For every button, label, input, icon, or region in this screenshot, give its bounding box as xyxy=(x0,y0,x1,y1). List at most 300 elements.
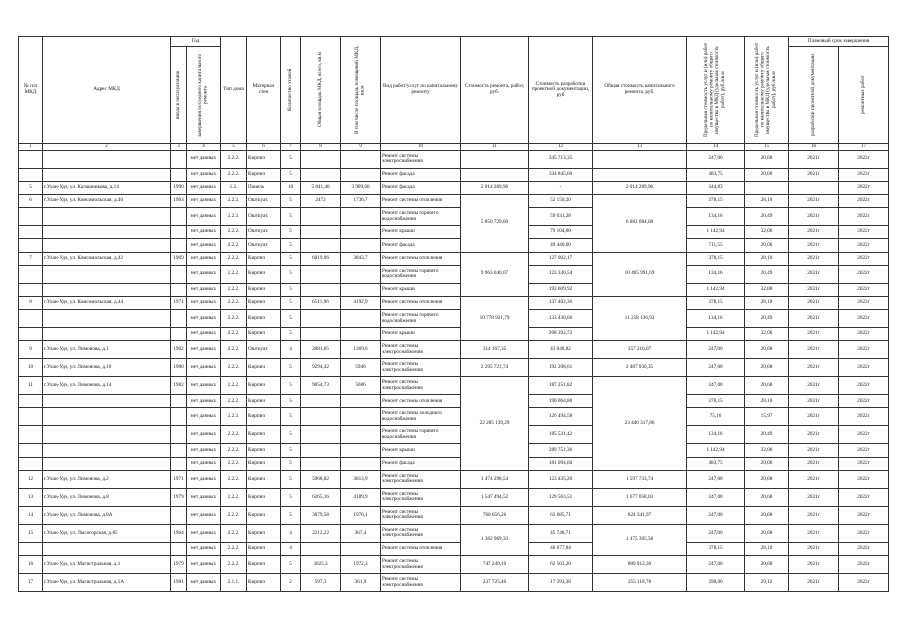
cell-w: 2022г xyxy=(839,444,889,457)
cell-y1: 1979 xyxy=(171,488,187,506)
table-row xyxy=(19,524,889,542)
cell-d: 2021г xyxy=(789,239,839,252)
cell-tc: 809 812,30 xyxy=(593,556,687,574)
cell-y2: нет данных xyxy=(187,408,221,426)
cell-w: 2022г xyxy=(839,252,889,265)
cell-work: Ремонт крыши xyxy=(381,444,461,457)
cell-type: 2.2.2. xyxy=(221,524,247,542)
cell-p2: 29,12 xyxy=(745,574,789,592)
cell-p2: 20,68 xyxy=(745,341,789,359)
column-number-cell: 17 xyxy=(839,144,889,151)
cell-work: Ремонт системы электроснабжения xyxy=(381,377,461,395)
cell-dc: 127 002,17 xyxy=(529,252,593,265)
column-number-cell: 5 xyxy=(221,144,247,151)
cell-y2: нет данных xyxy=(187,239,221,252)
cell-work: Ремонт системы электроснабжения xyxy=(381,150,461,168)
cell-p2: 32,00 xyxy=(745,283,789,296)
cell-no: 7 xyxy=(19,252,43,265)
table-row xyxy=(19,226,889,239)
cell-addr: г.Улан-Удэ, ул. Магистральная, д.1 xyxy=(43,556,171,574)
cell-addr xyxy=(43,168,171,181)
cell-area xyxy=(301,168,341,181)
cell-p2: 20,49 xyxy=(745,310,789,328)
cell-y2: нет данных xyxy=(187,395,221,408)
cell-no: 17 xyxy=(19,574,43,592)
cell-area2 xyxy=(341,168,381,181)
cell-type: 2.2.2. xyxy=(221,444,247,457)
cell-type: 2.2.2. xyxy=(221,470,247,488)
table-row xyxy=(19,265,889,283)
col-header-total-area: Общая площадь МКД, всего, кв.м xyxy=(301,37,341,144)
cell-p2: 28,10 xyxy=(745,296,789,309)
cell-no: 9 xyxy=(19,341,43,359)
cell-p2: 20,00 xyxy=(745,168,789,181)
cell-area2: 361,9 xyxy=(341,574,381,592)
cell-p1: 398,00 xyxy=(687,574,745,592)
cell-fl: 5 xyxy=(281,470,301,488)
cell-d: 2021г xyxy=(789,506,839,524)
cell-fl: 5 xyxy=(281,265,301,283)
cell-p1: 247,00 xyxy=(687,506,745,524)
cell-addr xyxy=(43,408,171,426)
col-header-plan-group: Плановый срок завершения xyxy=(789,37,889,47)
cell-type: 2.2.2. xyxy=(221,488,247,506)
cell-area2: 1369,6 xyxy=(341,341,381,359)
cell-dc: 63 685,71 xyxy=(529,506,593,524)
cell-area xyxy=(301,457,341,470)
cell-w: 2022г xyxy=(839,283,889,296)
cell-area2: 5946 xyxy=(341,359,381,377)
cell-area xyxy=(301,444,341,457)
cell-type: 2.2.2. xyxy=(221,283,247,296)
cell-dc: 62 563,20 xyxy=(529,556,593,574)
cell-rc: 314 167,35 xyxy=(461,341,529,359)
table-row xyxy=(19,395,889,408)
cell-fl: 5 xyxy=(281,408,301,426)
cell-type: 2.2.2. xyxy=(221,341,247,359)
cell-work: Ремонт фасада xyxy=(381,181,461,194)
column-number-cell: 6 xyxy=(247,144,281,151)
table-row xyxy=(19,310,889,328)
table-row xyxy=(19,252,889,265)
cell-addr xyxy=(43,444,171,457)
cell-p1: 134,16 xyxy=(687,265,745,283)
column-number-cell: 14 xyxy=(687,144,745,151)
cell-area2 xyxy=(341,208,381,226)
cell-rc: 1 474 298,54 xyxy=(461,470,529,488)
cell-mat: Кирпич xyxy=(247,328,281,341)
cell-area: 6265,16 xyxy=(301,488,341,506)
cell-type: 2.2.2. xyxy=(221,328,247,341)
cell-dc: 123 330,54 xyxy=(529,265,593,283)
cell-area: 3079,58 xyxy=(301,506,341,524)
cell-y1 xyxy=(171,208,187,226)
cell-y2: нет данных xyxy=(187,265,221,283)
table-row xyxy=(19,426,889,444)
table-row xyxy=(19,181,889,194)
column-number-cell: 2 xyxy=(43,144,171,151)
cell-work: Ремонт системы электроснабжения xyxy=(381,556,461,574)
table-row xyxy=(19,150,889,168)
cell-mat: Кирпич xyxy=(247,252,281,265)
cell-addr xyxy=(43,395,171,408)
cell-dc: 185 531,42 xyxy=(529,426,593,444)
cell-y1 xyxy=(171,395,187,408)
cell-p1: 75,16 xyxy=(687,408,745,426)
cell-addr: г.Улан-Удэ, ул. Комсомольская, д.42 xyxy=(43,252,171,265)
cell-area xyxy=(301,283,341,296)
cell-tc: 255 118,78 xyxy=(593,574,687,592)
cell-mat: Кирпич xyxy=(247,556,281,574)
cell-fl: 5 xyxy=(281,377,301,395)
cell-y1: 1964 xyxy=(171,524,187,542)
cell-d: 2021г xyxy=(789,265,839,283)
cell-dc: 49 440,00 xyxy=(529,239,593,252)
cell-tc xyxy=(593,168,687,181)
cell-addr: г.Улан-Удэ, ул. Комсомольская, д.44 xyxy=(43,296,171,309)
table-row xyxy=(19,408,889,426)
cell-p2: 32,00 xyxy=(745,444,789,457)
cell-d: 2021г xyxy=(789,168,839,181)
cell-work: Ремонт фасада xyxy=(381,457,461,470)
cell-p2: 28,10 xyxy=(745,252,789,265)
cell-area2 xyxy=(341,408,381,426)
cell-mat: Кирпич xyxy=(247,265,281,283)
cell-no: 16 xyxy=(19,556,43,574)
cell-p1: 378,15 xyxy=(687,542,745,555)
cell-d: 2021г xyxy=(789,426,839,444)
cell-d: 2021г xyxy=(789,226,839,239)
cell-no xyxy=(19,395,43,408)
cell-area xyxy=(301,239,341,252)
cell-y1: 1979 xyxy=(171,556,187,574)
cell-p1: 378,15 xyxy=(687,252,745,265)
cell-work: Ремонт системы электроснабжения xyxy=(381,359,461,377)
cell-rc: 760 656,26 xyxy=(461,506,529,524)
table-row xyxy=(19,556,889,574)
cell-mat: Ошткуат. xyxy=(247,239,281,252)
cell-area xyxy=(301,328,341,341)
cell-y1 xyxy=(171,426,187,444)
cell-area2 xyxy=(341,444,381,457)
cell-mat: Кирпич xyxy=(247,168,281,181)
table-row xyxy=(19,208,889,226)
table-row xyxy=(19,470,889,488)
table-row xyxy=(19,444,889,457)
cell-p2: 15,97 xyxy=(745,408,789,426)
cell-addr: г.Улан-Удэ, ул. Калашникова, д.14 xyxy=(43,181,171,194)
column-number-cell: 15 xyxy=(745,144,789,151)
cell-area2 xyxy=(341,542,381,555)
cell-fl: 5 xyxy=(281,556,301,574)
cell-p1: 378,15 xyxy=(687,296,745,309)
cell-type: 2.2.2. xyxy=(221,395,247,408)
cell-y2: нет данных xyxy=(187,296,221,309)
table-row xyxy=(19,239,889,252)
cell-area: 2081,65 xyxy=(301,341,341,359)
cell-no xyxy=(19,310,43,328)
cell-mat: Панель xyxy=(247,181,281,194)
cell-fl: 5 xyxy=(281,310,301,328)
repair-program-table xyxy=(18,36,889,592)
cell-w: 2022г xyxy=(839,226,889,239)
cell-p2: 20,68 xyxy=(745,488,789,506)
cell-no: 10 xyxy=(19,359,43,377)
table-row xyxy=(19,377,889,395)
cell-w: 2022г xyxy=(839,457,889,470)
document-page xyxy=(18,36,888,592)
cell-p1: 247,00 xyxy=(687,470,745,488)
cell-type: 2.2.2. xyxy=(221,408,247,426)
table-row xyxy=(19,341,889,359)
col-header-address: Адрес МКД xyxy=(43,37,171,144)
cell-area xyxy=(301,426,341,444)
cell-d: 2021г xyxy=(789,574,839,592)
cell-type: 2.2.2. xyxy=(221,310,247,328)
cell-dc: 192 609,92 xyxy=(529,283,593,296)
cell-no xyxy=(19,542,43,555)
cell-d: 2021г xyxy=(789,252,839,265)
cell-area2 xyxy=(341,426,381,444)
cell-p1: 344,83 xyxy=(687,181,745,194)
cell-tc: 1 597 733,74 xyxy=(593,470,687,488)
cell-d: 2021г xyxy=(789,328,839,341)
cell-mat: Кирпич xyxy=(247,150,281,168)
cell-dc: 133 430,66 xyxy=(529,310,593,328)
cell-work: Ремонт системы отопления xyxy=(381,542,461,555)
cell-rc: 10 778 921,79 xyxy=(461,296,529,340)
cell-w: 2022г xyxy=(839,168,889,181)
cell-area2 xyxy=(341,310,381,328)
cell-no: 8 xyxy=(19,296,43,309)
cell-tc: 824 341,97 xyxy=(593,506,687,524)
cell-p1: 134,16 xyxy=(687,426,745,444)
cell-tc: 11 258 136,93 xyxy=(593,296,687,340)
cell-addr xyxy=(43,150,171,168)
cell-tc: 10 405 991,69 xyxy=(593,252,687,296)
cell-no: 13 xyxy=(19,488,43,506)
cell-area xyxy=(301,542,341,555)
cell-work: Ремонт системы отопления xyxy=(381,252,461,265)
cell-rc xyxy=(461,150,529,168)
cell-mat: Кирпич xyxy=(247,408,281,426)
cell-no xyxy=(19,208,43,226)
cell-area2: 1972,3 xyxy=(341,556,381,574)
cell-tc: 6 082 084,08 xyxy=(593,194,687,252)
cell-area2 xyxy=(341,283,381,296)
cell-w: 2022г xyxy=(839,395,889,408)
cell-d: 2021г xyxy=(789,408,839,426)
cell-y2: нет данных xyxy=(187,426,221,444)
cell-area xyxy=(301,310,341,328)
cell-mat: Кирпич xyxy=(247,506,281,524)
cell-w: 2022г xyxy=(839,574,889,592)
cell-d: 2021г xyxy=(789,208,839,226)
cell-p1: 247,00 xyxy=(687,377,745,395)
cell-d: 2021г xyxy=(789,524,839,542)
cell-d: 2021г xyxy=(789,341,839,359)
cell-area2: 1976,1 xyxy=(341,506,381,524)
cell-mat: Кирпич xyxy=(247,542,281,555)
cell-type: 2.2.2. xyxy=(221,239,247,252)
cell-y2: нет данных xyxy=(187,524,221,542)
cell-fl: 4 xyxy=(281,542,301,555)
cell-area2: 367,4 xyxy=(341,524,381,542)
cell-y1 xyxy=(171,310,187,328)
col-header-plan-docs: разработки проектной документации xyxy=(789,47,839,144)
cell-y1 xyxy=(171,328,187,341)
cell-work: Ремонт системы отопления xyxy=(381,296,461,309)
cell-area: 6511,96 xyxy=(301,296,341,309)
cell-dc: 345 713,35 xyxy=(529,150,593,168)
cell-addr xyxy=(43,426,171,444)
cell-addr xyxy=(43,310,171,328)
cell-dc: 334 845,60 xyxy=(529,168,593,181)
cell-p2: 20,68 xyxy=(745,556,789,574)
cell-d xyxy=(789,181,839,194)
cell-rc: 5 850 729,60 xyxy=(461,194,529,252)
cell-addr xyxy=(43,328,171,341)
cell-dc: 137 402,36 xyxy=(529,296,593,309)
table-row xyxy=(19,457,889,470)
cell-rc: 1 382 969,33 xyxy=(461,524,529,555)
cell-p2 xyxy=(745,181,789,194)
cell-fl: 5 xyxy=(281,444,301,457)
table-row xyxy=(19,506,889,524)
cell-mat: Ошткуат. xyxy=(247,341,281,359)
column-number-cell: 10 xyxy=(381,144,461,151)
cell-area: 597,3 xyxy=(301,574,341,592)
cell-addr: г.Улан-Удэ, ул. Магистральная, д.1А xyxy=(43,574,171,592)
cell-p1: 1 142,94 xyxy=(687,283,745,296)
cell-y1 xyxy=(171,226,187,239)
cell-p1: 378,15 xyxy=(687,194,745,207)
cell-addr: г.Улан-Удэ, ул. Лимонова, д.14 xyxy=(43,377,171,395)
cell-type: 2.2.2. xyxy=(221,457,247,470)
cell-area2: 5686 xyxy=(341,377,381,395)
cell-mat: Кирпич xyxy=(247,310,281,328)
cell-fl: 5 xyxy=(281,252,301,265)
cell-y1: 1971 xyxy=(171,470,187,488)
cell-d: 2021г xyxy=(789,194,839,207)
cell-p1: 378,15 xyxy=(687,395,745,408)
cell-fl: 5 xyxy=(281,328,301,341)
cell-area2: 1736,7 xyxy=(341,194,381,207)
cell-fl: 4 xyxy=(281,341,301,359)
column-number-cell: 8 xyxy=(301,144,341,151)
cell-p2: 32,00 xyxy=(745,328,789,341)
column-number-cell: 7 xyxy=(281,144,301,151)
cell-tc: 2 014 289,96 xyxy=(593,181,687,194)
cell-w: 2022г xyxy=(839,181,889,194)
cell-no xyxy=(19,265,43,283)
cell-d: 2021г xyxy=(789,377,839,395)
cell-y1: 1980 xyxy=(171,359,187,377)
cell-p1: 247,00 xyxy=(687,488,745,506)
cell-no xyxy=(19,457,43,470)
cell-w: 2022г xyxy=(839,506,889,524)
cell-mat: Кирпич xyxy=(247,524,281,542)
cell-addr xyxy=(43,226,171,239)
cell-type: 2.2.2. xyxy=(221,226,247,239)
cell-y2: нет данных xyxy=(187,252,221,265)
cell-area: 2212,22 xyxy=(301,524,341,542)
cell-dc: 129 563,51 xyxy=(529,488,593,506)
cell-mat: Кирпич xyxy=(247,444,281,457)
cell-no: 14 xyxy=(19,506,43,524)
cell-work: Ремонт системы электроснабжения xyxy=(381,341,461,359)
cell-fl: 5 xyxy=(281,239,301,252)
cell-p1: 247,00 xyxy=(687,556,745,574)
cell-fl: 5 xyxy=(281,457,301,470)
cell-area: 6019,06 xyxy=(301,252,341,265)
table-row xyxy=(19,542,889,555)
cell-dc: 208 392,72 xyxy=(529,328,593,341)
cell-no xyxy=(19,226,43,239)
cell-dc: 190 064,80 xyxy=(529,395,593,408)
cell-p2: 28,10 xyxy=(745,542,789,555)
cell-mat: Кирпич xyxy=(247,488,281,506)
cell-y1 xyxy=(171,506,187,524)
table-row xyxy=(19,168,889,181)
cell-y2: нет данных xyxy=(187,208,221,226)
cell-p1: 247,00 xyxy=(687,524,745,542)
cell-dc: 59 631,28 xyxy=(529,208,593,226)
cell-y2: нет данных xyxy=(187,341,221,359)
cell-tc xyxy=(593,150,687,168)
cell-y2: нет данных xyxy=(187,310,221,328)
cell-type: 2.2.2. xyxy=(221,542,247,555)
cell-p2: 20,68 xyxy=(745,377,789,395)
cell-addr xyxy=(43,239,171,252)
cell-fl: 2 xyxy=(281,574,301,592)
cell-addr: г.Улан-Удэ, ул. Лимонова, д.2 xyxy=(43,470,171,488)
cell-fl: 5 xyxy=(281,283,301,296)
cell-fl: 5 xyxy=(281,506,301,524)
cell-y2: нет данных xyxy=(187,283,221,296)
table-row xyxy=(19,194,889,207)
cell-work: Ремонт системы отопления xyxy=(381,395,461,408)
cell-dc: - xyxy=(529,181,593,194)
cell-fl: 5 xyxy=(281,359,301,377)
cell-work: Ремонт системы электроснабжения xyxy=(381,524,461,542)
col-header-house-type: Тип дома xyxy=(221,37,247,144)
cell-p2: 20,49 xyxy=(745,208,789,226)
cell-work: Ремонт системы отопления xyxy=(381,194,461,207)
cell-fl: 5 xyxy=(281,488,301,506)
cell-w: 2022г xyxy=(839,328,889,341)
cell-y2: нет данных xyxy=(187,444,221,457)
column-number-cell: 3 xyxy=(171,144,187,151)
cell-area2 xyxy=(341,226,381,239)
cell-w: 2022г xyxy=(839,310,889,328)
cell-type: 2.1.1. xyxy=(221,574,247,592)
cell-y1 xyxy=(171,444,187,457)
cell-fl: 5 xyxy=(281,296,301,309)
cell-y2: нет данных xyxy=(187,226,221,239)
cell-rc: 2 014 289,96 xyxy=(461,181,529,194)
cell-addr xyxy=(43,457,171,470)
cell-dc: 46 677,84 xyxy=(529,542,593,555)
cell-y1: 1990 xyxy=(171,181,187,194)
col-header-plan-works: ремонтных работ xyxy=(839,47,889,144)
cell-p2: 20,49 xyxy=(745,265,789,283)
cell-p1: 134,16 xyxy=(687,310,745,328)
column-number-cell: 13 xyxy=(593,144,687,151)
cell-p1: 711,55 xyxy=(687,239,745,252)
cell-rc xyxy=(461,168,529,181)
cell-area2: 3843,7 xyxy=(341,252,381,265)
